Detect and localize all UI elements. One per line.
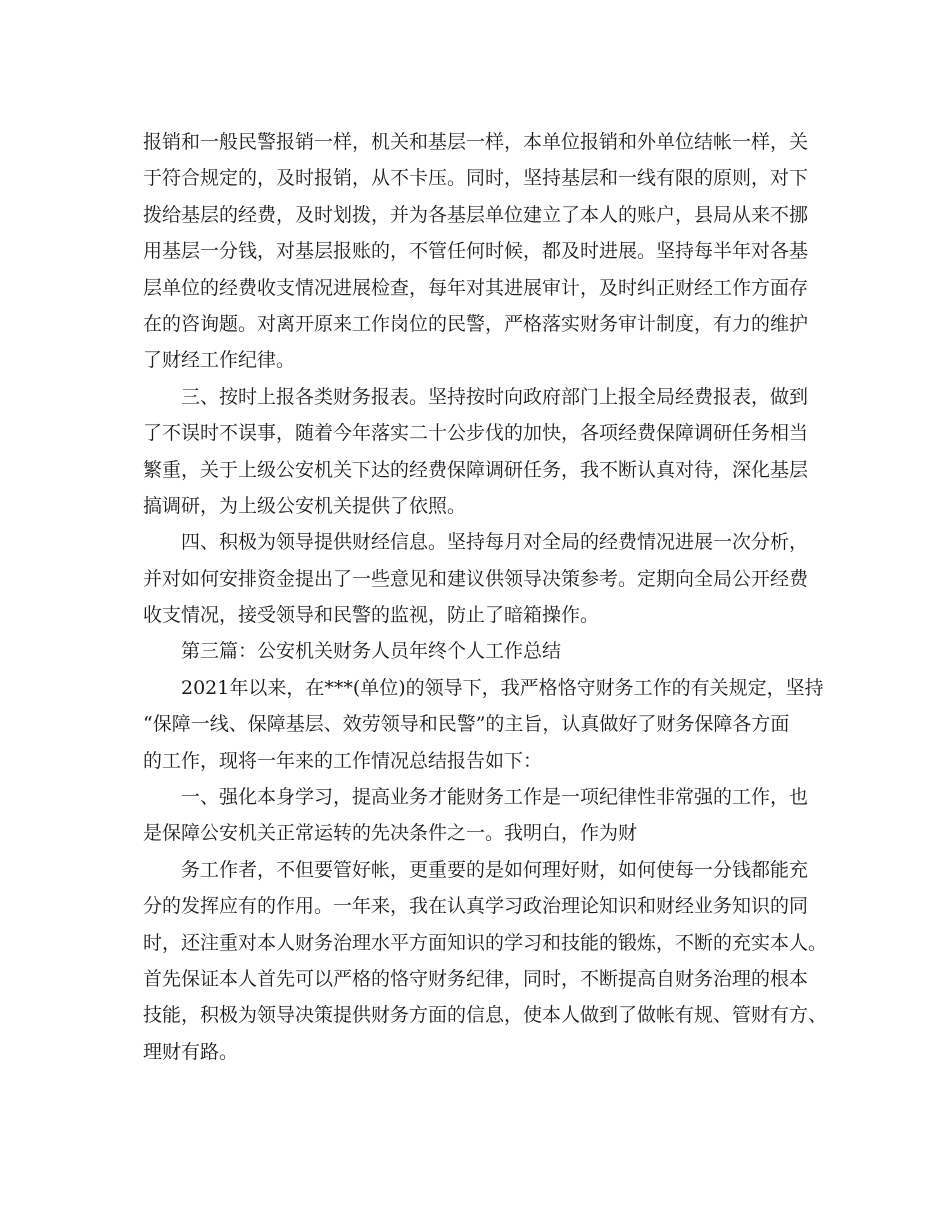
- text-line: 第三篇：公安机关财务人员年终个人工作总结: [181, 640, 562, 663]
- text-line: 务工作者，不但要管好帐，更重要的是如何理好财，如何使每一分钱都能充: [181, 858, 809, 881]
- document-body: [143, 124, 828, 1070]
- text-line: 时，还注重对本人财务治理水平方面知识的学习和技能的锻炼，不断的充实本人。: [143, 931, 828, 954]
- text-line: 理财有路。: [143, 1040, 239, 1063]
- text-line: 报销和一般民警报销一样，机关和基层一样，本单位报销和外单位结帐一样，关: [143, 131, 809, 153]
- text-line: 了财经工作纪律。: [143, 349, 296, 372]
- text-line: 技能，积极为领导决策提供财务方面的信息，使本人做到了做帐有规、管财有方、: [143, 1004, 828, 1027]
- text-line: “保障一线、保障基层、效劳领导和民警”的主旨，认真做好了财务保障各方面: [143, 713, 790, 736]
- text-line: 四、积极为领导提供财经信息。坚持每月对全局的经费情况进展一次分析，: [181, 531, 809, 554]
- text-line: 拨给基层的经费，及时划拨，并为各基层单位建立了本人的账户，县局从来不挪: [143, 203, 809, 226]
- text-line: 一、强化本身学习，提高业务才能财务工作是一项纪律性非常强的工作，也: [181, 786, 809, 809]
- text-line: 用基层一分钱，对基层报账的，不管任何时候，都及时进展。坚持每半年对各基: [143, 240, 809, 263]
- text-line: 收支情况，接受领导和民警的监视，防止了暗箱操作。: [143, 604, 600, 627]
- text-line: 三、按时上报各类财务报表。坚持按时向政府部门上报全局经费报表，做到: [181, 385, 809, 408]
- text-line: 繁重，关于上级公安机关下达的经费保障调研任务，我不断认真对待，深化基层: [143, 458, 809, 481]
- text-line: 分的发挥应有的作用。一年来，我在认真学习政治理论知识和财经业务知识的同: [143, 895, 809, 918]
- text-line: 了不误时不误事，随着今年落实二十公步伐的加快，各项经费保障调研任务相当: [143, 422, 809, 445]
- text-line: 首先保证本人首先可以严格的恪守财务纪律，同时，不断提高自财务治理的根本: [143, 967, 809, 990]
- text-line: 2021年以来，在***(单位)的领导下，我严格恪守财务工作的有关规定，坚持: [181, 676, 824, 699]
- text-line: 的工作，现将一年来的工作情况总结报告如下：: [143, 749, 543, 772]
- text-line: 并对如何安排资金提出了一些意见和建议供领导决策参考。定期向全局公开经费: [143, 567, 809, 590]
- text-line: 搞调研，为上级公安机关提供了依照。: [143, 494, 467, 517]
- text-line: 于符合规定的，及时报销，从不卡压。同时，坚持基层和一线有限的原则，对下: [143, 167, 809, 190]
- text-line: 是保障公安机关正常运转的先决条件之一。我明白，作为财: [143, 822, 638, 845]
- text-line: 在的咨询题。对离开原来工作岗位的民警，严格落实财务审计制度，有力的维护: [143, 312, 809, 335]
- text-line: 层单位的经费收支情况进展检查，每年对其进展审计，及时纠正财经工作方面存: [143, 276, 809, 299]
